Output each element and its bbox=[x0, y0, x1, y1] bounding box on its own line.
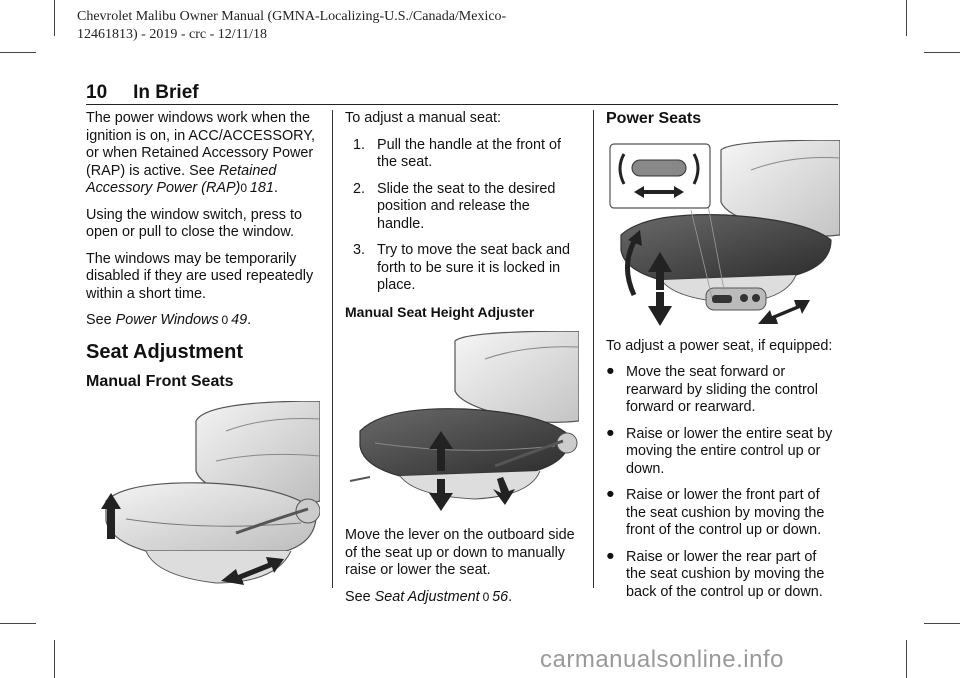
subsection-heading: Manual Front Seats bbox=[86, 373, 234, 390]
list-item: ● Move the seat forward or rearward by sliding the control forward or rearward. bbox=[606, 363, 818, 415]
page-ref[interactable]: 56 bbox=[492, 588, 509, 605]
power-seat-illustration bbox=[606, 140, 840, 330]
page-ref[interactable]: 181 bbox=[249, 180, 274, 196]
crop-mark bbox=[906, 640, 907, 678]
paragraph: Using the window switch, press to open or pull to close the window. bbox=[86, 206, 302, 240]
xref-symbol: 0 bbox=[482, 589, 490, 604]
crop-mark bbox=[906, 0, 907, 36]
section-heading: Seat Adjustment bbox=[86, 340, 244, 363]
arrow-down-icon bbox=[648, 292, 672, 326]
manual-seat-illustration bbox=[86, 401, 320, 591]
paragraph: To adjust a power seat, if equipped: bbox=[606, 337, 833, 354]
document-header bbox=[77, 8, 506, 44]
list-item: 1. Pull the handle at the front of the seat. bbox=[353, 136, 562, 170]
crop-mark bbox=[0, 52, 36, 53]
crop-mark bbox=[924, 52, 960, 53]
page-number: 10 bbox=[86, 82, 108, 103]
paragraph: The power windows work when the ignition is on, in ACC/ACCESSORY, or when Retained Accessory Power (RAP) is active. See Retained Accessory Power (RAP)0 181. bbox=[86, 110, 316, 196]
header-line-2: 12461813) - 2019 - crc - 12/11/18 bbox=[77, 27, 267, 42]
column-divider bbox=[593, 110, 594, 588]
list-item: ● Raise or lower the front part of the seat cushion by moving the front of the control up or down. bbox=[606, 486, 825, 538]
xref-link[interactable]: Retained Accessory Power (RAP) bbox=[86, 162, 277, 196]
page-ref[interactable]: 49 bbox=[231, 312, 248, 328]
xref-symbol: 0 bbox=[240, 181, 248, 195]
subsection-heading: Manual Seat Height Adjuster bbox=[345, 303, 535, 320]
crop-mark bbox=[0, 623, 36, 624]
list-item: 3. Try to move the seat back and forth to be sure it is locked in place. bbox=[353, 242, 571, 293]
paragraph: See Seat Adjustment 0 56. bbox=[345, 588, 513, 605]
bullet-list bbox=[606, 364, 840, 601]
paragraph: To adjust a manual seat: bbox=[345, 110, 501, 126]
paragraph: Move the lever on the outboard side of the seat up or down to manually raise or lower the seat. bbox=[345, 527, 575, 578]
column-divider bbox=[332, 110, 333, 588]
crop-mark bbox=[924, 623, 960, 624]
column-2 bbox=[345, 110, 581, 615]
list-item: ● Raise or lower the entire seat by moving the entire control up or down. bbox=[606, 424, 833, 477]
crop-mark bbox=[54, 640, 55, 678]
paragraph: The windows may be temporarily disabled if they are used repeatedly within a short time. bbox=[86, 250, 314, 302]
paragraph: See Power Windows 0 49. bbox=[86, 312, 252, 328]
column-3 bbox=[606, 110, 840, 610]
watermark: carmanualsonline.info bbox=[540, 646, 784, 673]
xref-link[interactable]: Power Windows bbox=[115, 312, 219, 328]
list-item: ● Raise or lower the rear part of the seat cushion by moving the back of the control up or down. bbox=[606, 547, 825, 600]
xref-link[interactable]: Seat Adjustment bbox=[374, 588, 480, 605]
list-item: 2. Slide the seat to the desired position and release the handle. bbox=[353, 180, 556, 232]
page-heading bbox=[86, 82, 838, 105]
subsection-heading: Power Seats bbox=[606, 110, 702, 127]
section-title: In Brief bbox=[133, 82, 199, 103]
crop-mark bbox=[54, 0, 55, 36]
header-line-1: Chevrolet Malibu Owner Manual (GMNA-Localizing-U.S./Canada/Mexico- bbox=[77, 9, 507, 24]
step-list bbox=[345, 137, 581, 295]
seat-height-illustration bbox=[345, 331, 579, 521]
xref-symbol: 0 bbox=[221, 313, 229, 327]
column-1 bbox=[86, 110, 322, 591]
